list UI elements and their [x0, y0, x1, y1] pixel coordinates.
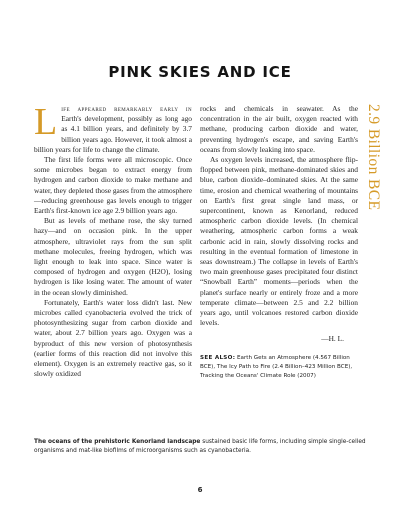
author-attribution: —H. L. [321, 334, 344, 344]
right-column [200, 104, 358, 381]
see-also [200, 354, 358, 381]
caption-bold: The oceans of the prehistoric Kenorland landscape [34, 439, 201, 445]
drop-cap: L [34, 101, 58, 143]
left-column [34, 101, 192, 379]
paragraph-5: As oxygen levels increased, the atmosphere flip-flopped between pink, methane-dominated skies and blue, carbon dioxide–dominated skies. At the same time, erosion and chemical weathering of mountains on Earth's first great single land mass, or supercontinent, known as Kenorland, reduced atmospheric carbon dioxide levels. (In chemical weathering, atmospheric carbon forms a weak carbonic acid in rain, slowly dissolving rocks and resulting in the eventual formation of limestone in seas downstream.) The collapse in levels of Earth's two main greenhouse gases precipitated four distinct “Snowball Earth” moments—periods when the planet's surface nearly or entirely froze and a more temperate climate—between 2.5 and 2.2 billion years ago, until volcanoes restored carbon dioxide levels. [200, 155, 358, 328]
paragraph-1-text: Earth's development, possibly as long ago as 4.1 billion years, and definitely by 3.7 billion years ago. However, it took almost a billion years for life to change the climate. [34, 114, 192, 154]
page-number: 6 [197, 486, 203, 494]
caption-text: sustained basic life forms, including simple single-celled organisms and mat-like biofilms of microorganisms such as cyanobacteria. [34, 439, 366, 454]
page-title: PINK SKIES AND ICE [108, 63, 292, 81]
opening-smallcaps: ife appeared remarkably early in [61, 104, 192, 113]
paragraph-1 [34, 101, 192, 155]
paragraph-2: The first life forms were all microscopic. Once some microbes began to extract energy from hydrogen and carbon dioxide to make methane and water, they depleted those gases from the atmosphere—reducing greenhouse gas levels enough to trigger Earth's first-known ice age 2.9 billion years ago. [34, 155, 192, 216]
paragraph-4-continued: rocks and chemicals in seawater. As the concentration in the air built, oxygen reacted with methane, producing carbon dioxide and water, preventing hydrogen's escape, and saving Earth's oceans from slowly leaking into space. [200, 104, 358, 154]
see-also-links: Earth Gets an Atmosphere (4.567 Billion BCE), The Icy Path to Fire (2.4 Billion–423 Million BCE), Tracking the Oceans' Climate Role (2007) [200, 354, 353, 379]
sidebar-date-container [364, 104, 386, 214]
see-also-label: SEE ALSO: [200, 354, 236, 361]
paragraph-4: Fortunately, Earth's water loss didn't last. New microbes called cyanobacteria evolved the trick of photosynthesizing sugar from carbon dioxide and water, about 2.7 billion years ago. Oxygen was a byproduct of this new version of photosynthesis (earlier forms of this reaction did not involve this element). Oxygen is an extremely reactive gas, so it slowly oxidized [34, 297, 192, 379]
image-caption [34, 438, 366, 455]
paragraph-3: But as levels of methane rose, the sky turned hazy—and on occasion pink. In the upper atmosphere, ultraviolet rays from the sun split methane molecules, freeing hydrogen, which was light enough to leak into space. Since water is composed of hydrogen and oxygen (H2O), losing hydrogen is like losing water. The amount of water in the ocean slowly diminished. [34, 216, 192, 297]
sidebar-date: 2.9 Billion BCE [365, 104, 382, 211]
